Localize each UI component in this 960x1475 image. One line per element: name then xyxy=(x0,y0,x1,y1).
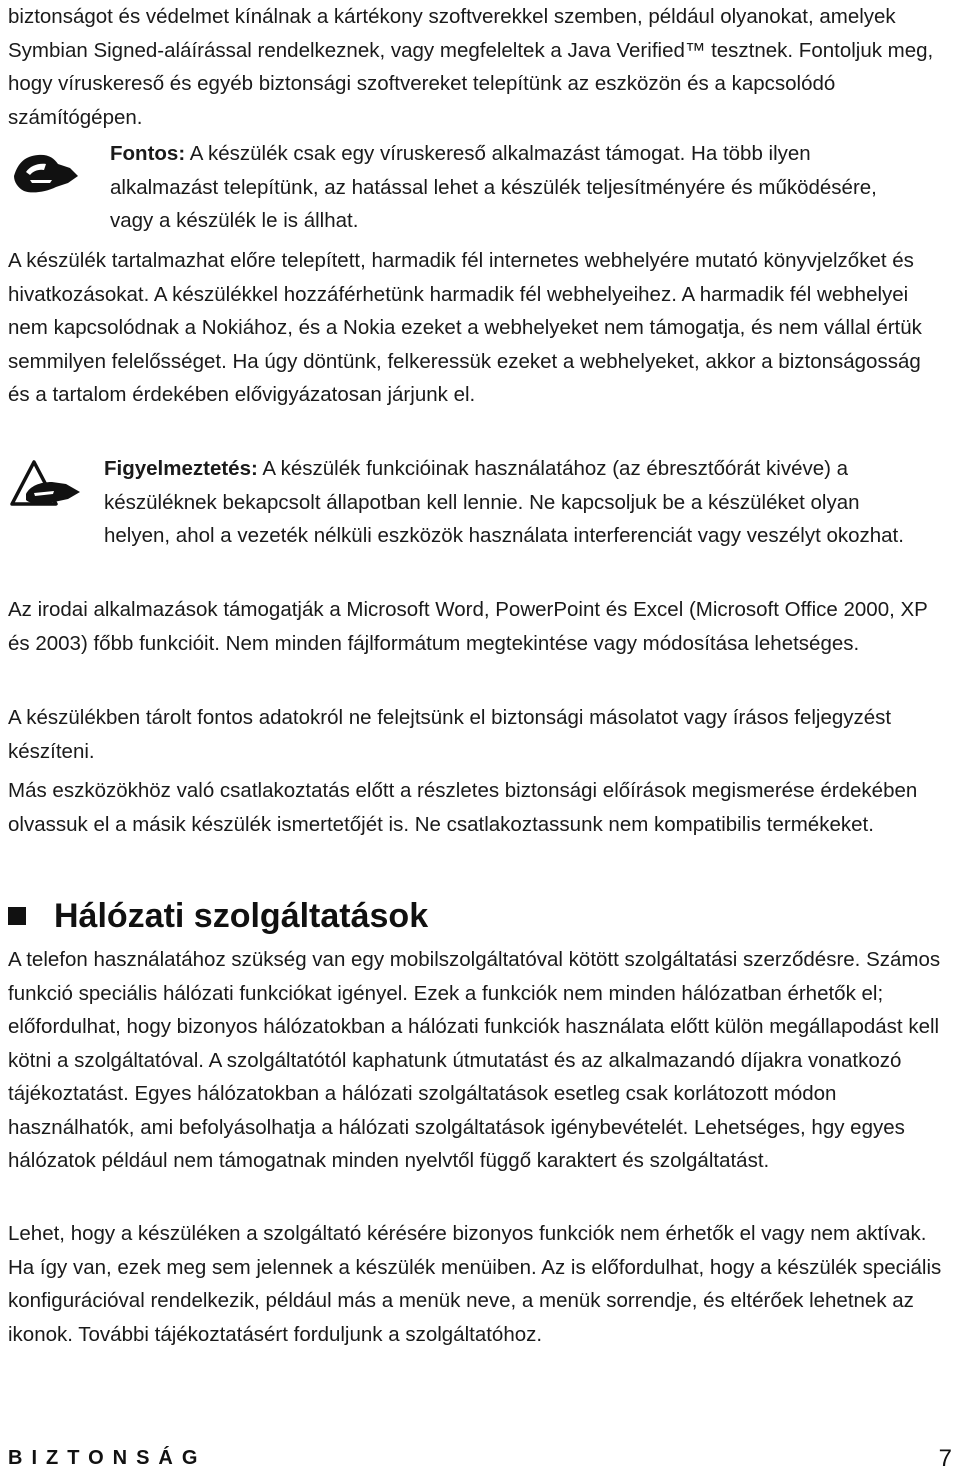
heading-bullet-icon xyxy=(8,907,26,925)
third-party-paragraph: A készülék tartalmazhat előre telepített, harmadik fél internetes webhelyére mutató könyvjelzőket és hivatkozásokat. A készülékkel hozzáférhetünk harmadik fél webhelyeihez. A harmadik fél webhelyei nem kapcsolódnak a Nokiához, és a Nokia ezeket a webhelyeket nem támogatja, és nem vállal értük semmilyen felelősséget. Ha úgy döntünk, felkeressük ezeket a webhelyeket, akkor a biztonságosság és a tartalom érdekében elővigyázatosan járjunk el. xyxy=(8,249,922,406)
warning-paragraph xyxy=(104,452,904,553)
note-lead: Fontos: xyxy=(110,142,186,165)
note-hand-icon xyxy=(12,150,80,203)
footer-section-label: BIZTONSÁG xyxy=(8,1447,207,1469)
page-number: 7 xyxy=(938,1445,952,1472)
network-paragraph-1: A telefon használatához szükség van egy mobilszolgáltatóval kötött szolgáltatási szerződésre. Számos funkció speciális hálózati funkciókat igényel. Ezek a funkciók nem minden hálózatban érhetők el; előfordulhat, hogy bizonyos hálózatokban a hálózati funkciók használata előtt külön megállapodást kell kötni a szolgáltatóval. A szolgáltatótól kaphatunk útmutatást és az alkalmazandó díjakra vonatkozó tájékoztatást. Egyes hálózatokban a hálózati szolgáltatások esetleg csak korlátozott módon használhatók, ami befolyásolhatja a hálózati szolgáltatások igénybevételét. Lehetséges, hgy egyes hálózatok például nem támogatnak minden nyelvtől függő karaktert és szolgáltatást. xyxy=(8,948,941,1172)
warning-lead: Figyelmeztetés: xyxy=(104,457,258,480)
backup-paragraph: A készülékben tárolt fontos adatokról ne felejtsünk el biztonsági másolatot vagy írásos feljegyzést készíteni. xyxy=(8,706,892,763)
connect-paragraph: Más eszközökhöz való csatlakoztatás előtt a részletes biztonsági előírások megismerése érdekében olvassuk el a másik készülék ismertetőjét is. Ne csatlakoztassunk nem kompatibilis termékeket. xyxy=(8,779,918,836)
network-paragraph-2: Lehet, hogy a készüléken a szolgáltató kérésére bizonyos funkciók nem érhetők el vagy nem aktívak. Ha így van, ezek meg sem jelennek a készülék menüiben. Az is előfordulhat, hogy a készülék speciális konfigurációval rendelkezik, például más a menük neve, a menük sorrendje, és eltérőek lehetnek az ikonok. További tájékoztatásért forduljunk a szolgáltatóhoz. xyxy=(8,1222,942,1346)
warning-text: A készülék funkcióinak használatához (az ébresztőórát kivéve) a készüléknek bekapcsolt állapotban kell lennie. Ne kapcsoljuk be a készüléket olyan helyen, ahol a vezeték nélküli eszközök használata interferenciát vagy veszélyt okozhat. xyxy=(104,457,904,547)
note-paragraph xyxy=(110,137,910,238)
section-heading xyxy=(8,892,428,940)
intro-paragraph: biztonságot és védelmet kínálnak a kártékony szoftverekkel szemben, például olyanokat, amelyek Symbian Signed-aláírással rendelkeznek, vagy megfeleltek a Java Verified™ tesztnek. Fontoljuk meg, hogy víruskereső és egyéb biztonsági szoftvereket telepítünk az eszközön és a kapcsolódó számítógépen. xyxy=(8,5,934,129)
warning-hand-icon xyxy=(10,460,82,513)
office-paragraph: Az irodai alkalmazások támogatják a Microsoft Word, PowerPoint és Excel (Microsoft Office 2000, XP és 2003) főbb funkcióit. Nem minden fájlformátum megtekintése vagy módosítása lehetséges. xyxy=(8,598,928,655)
note-text: A készülék csak egy víruskereső alkalmazást támogat. Ha több ilyen alkalmazást telepítünk, az hatással lehet a készülék teljesítményére és működésére, vagy a készülék le is állhat. xyxy=(110,142,877,232)
section-title: Hálózati szolgáltatások xyxy=(54,897,429,935)
